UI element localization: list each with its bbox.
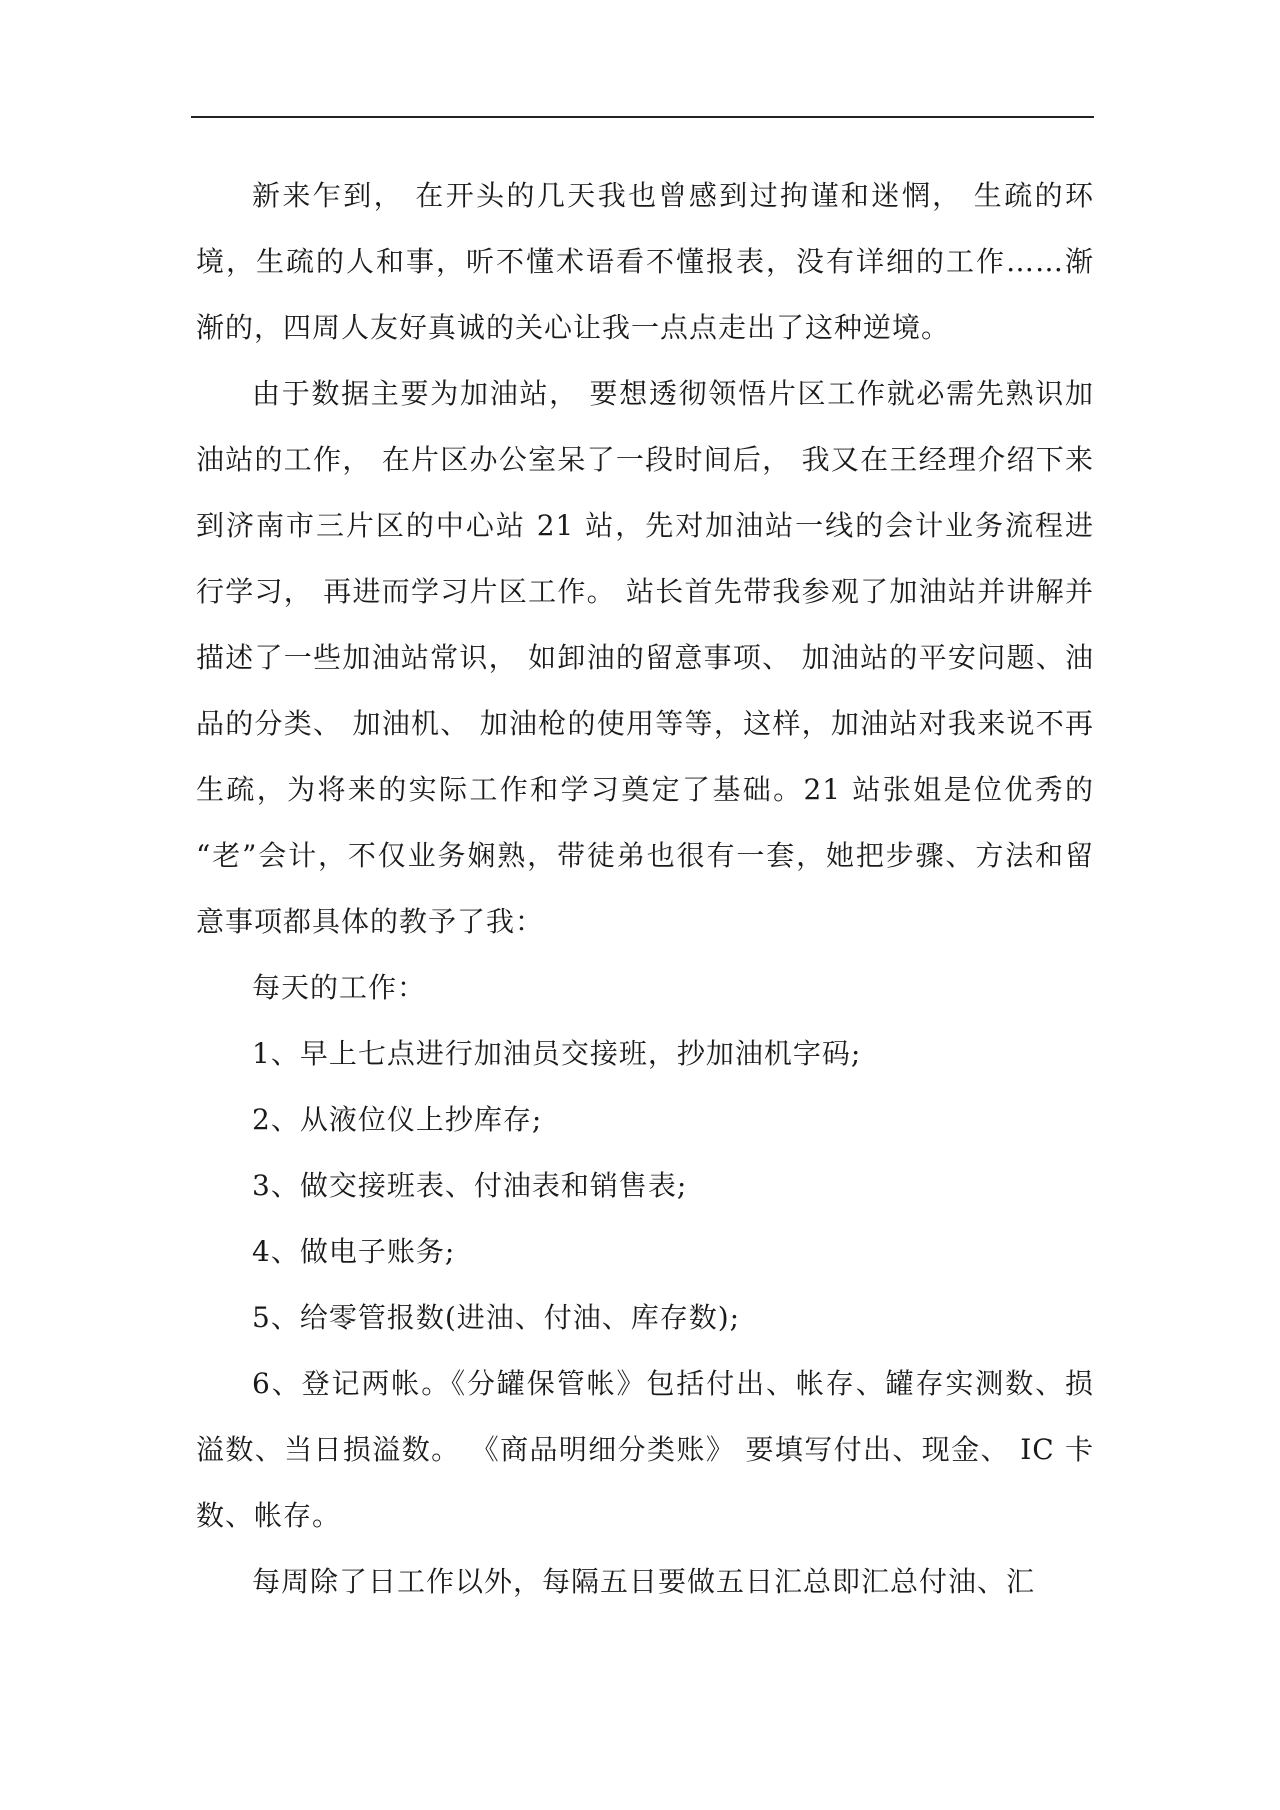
list-item-1: 1、早上七点进行加油员交接班，抄加油机字码;	[252, 1037, 862, 1070]
header-divider	[191, 116, 1094, 118]
paragraph-weekly-work: 每周除了日工作以外，每隔五日要做五日汇总即汇总付油、汇	[252, 1565, 1036, 1598]
paragraph-gas-station-training: 由于数据主要为加油站， 要想透彻领悟片区工作就必需先熟识加油站的工作， 在片区办公室呆了一段时间后， 我又在王经理介绍下来到济南市三片区的中心站 21 站，先对加油站一线的会计业务流程进行学习， 再进而学习片区工作。 站长首先带我参观了加油站并讲解并描述了一些加油站常识， 如卸油的留意事项、 加油站的平安问题、油品的分类、 加油机、 加油枪的使用等等，这样，加油站对我来说不再生疏，为将来的实际工作和学习奠定了基础。21 站张姐是位优秀的 “老”会计，不仅业务娴熟，带徒弟也很有一套，她把步骤、方法和留意事项都具体的教予了我：	[196, 377, 1094, 938]
paragraph-intro: 新来乍到， 在开头的几天我也曾感到过拘谨和迷惘， 生疏的环境，生疏的人和事，听不懂术语看不懂报表，没有详细的工作……渐渐的，四周人友好真诚的关心让我一点点走出了这种逆境。	[196, 179, 1094, 344]
paragraph-daily-work-heading: 每天的工作：	[252, 971, 427, 1004]
document-body	[196, 163, 1094, 1615]
list-item-5: 5、给零管报数(进油、付油、库存数);	[252, 1301, 741, 1334]
list-item-4: 4、做电子账务;	[252, 1235, 456, 1268]
list-item-3: 3、做交接班表、付油表和销售表;	[252, 1169, 688, 1202]
list-item-6: 6、登记两帐。《分罐保管帐》包括付出、帐存、罐存实测数、损溢数、当日损溢数。 《商品明细分类账》 要填写付出、现金、 IC 卡数、帐存。	[196, 1367, 1094, 1532]
list-item-2: 2、从液位仪上抄库存;	[252, 1103, 543, 1136]
